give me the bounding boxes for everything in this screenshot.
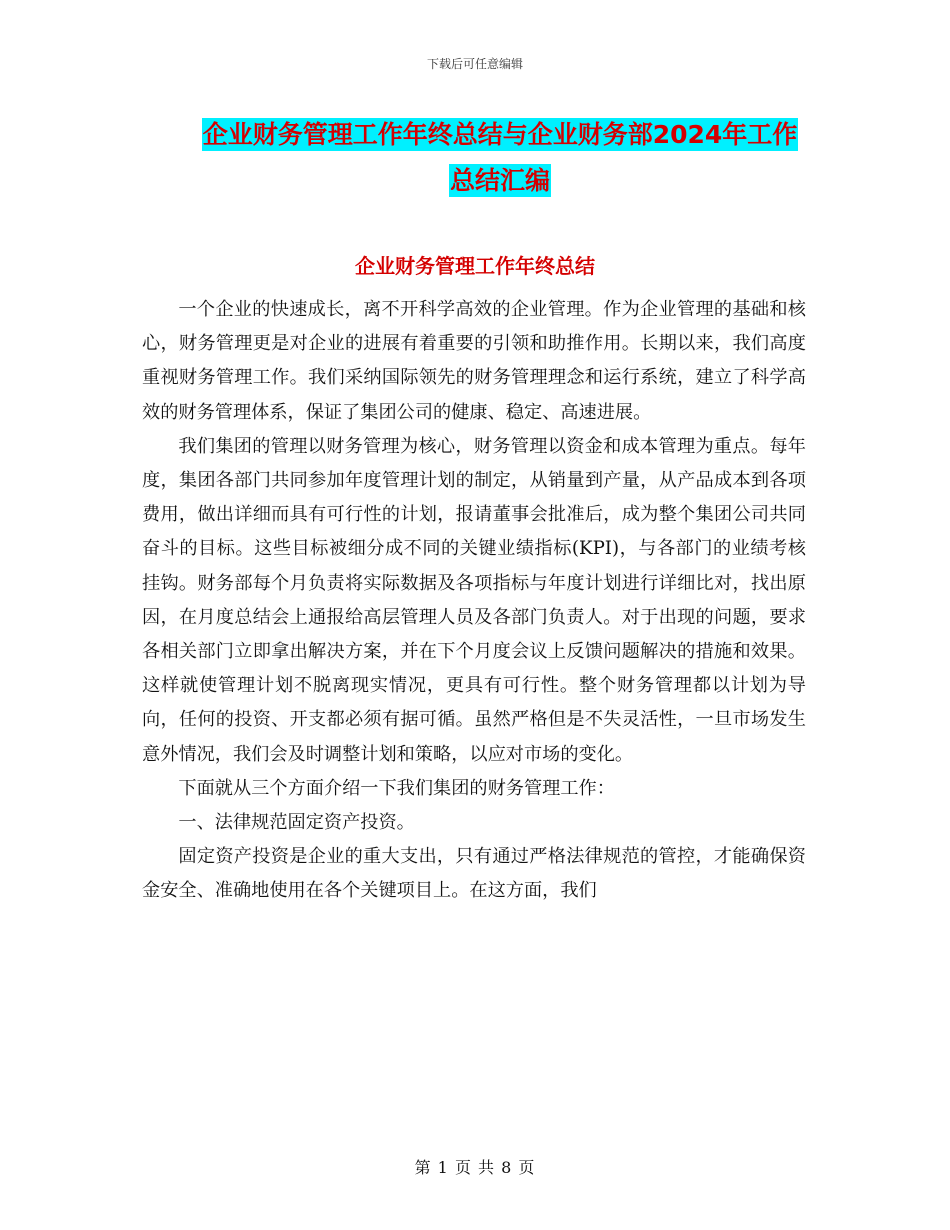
title-line-2: 总结汇编 bbox=[449, 166, 550, 195]
document-body bbox=[142, 293, 806, 909]
section-title: 企业财务管理工作年终总结 bbox=[355, 254, 595, 278]
paragraph: 下面就从三个方面介绍一下我们集团的财务管理工作： bbox=[178, 777, 615, 799]
page-footer: 第 1 页 共 8 页 bbox=[414, 1158, 536, 1177]
document-title bbox=[140, 112, 860, 204]
paragraph: 一个企业的快速成长，离不开科学高效的企业管理。作为企业管理的基础和核心，财务管理更是对企业的进展有着重要的引领和助推作用。长期以来，我们高度重视财务管理工作。我们采纳国际领先的财务管理理念和运行系统，建立了科学高效的财务管理体系，保证了集团公司的健康、稳定、高速进展。 bbox=[142, 299, 806, 423]
paragraph: 一、法律规范固定资产投资。 bbox=[178, 812, 415, 834]
paragraph: 我们集团的管理以财务管理为核心，财务管理以资金和成本管理为重点。每年度，集团各部门共同参加年度管理计划的制定，从销量到产量，从产品成本到各项费用，做出详细而具有可行性的计划，报请董事会批准后，成为整个集团公司共同奋斗的目标。这些目标被细分成不同的关键业绩指标(KPI)，与各部门的业绩考核挂钩。财务部每个月负责将实际数据及各项指标与年度计划进行详细比对，找出原因，在月度总结会上通报给高层管理人员及各部门负责人。对于出现的问题，要求各相关部门立即拿出解决方案，并在下个月度会议上反馈问题解决的措施和效果。这样就使管理计划不脱离现实情况，更具有可行性。整个财务管理都以计划为导向，任何的投资、开支都必须有据可循。虽然严格但是不失灵活性，一旦市场发生意外情况，我们会及时调整计划和策略，以应对市场的变化。 bbox=[142, 435, 806, 765]
title-line-1: 企业财务管理工作年终总结与企业财务部2024年工作 bbox=[202, 120, 798, 149]
paragraph: 固定资产投资是企业的重大支出，只有通过严格法律规范的管控，才能确保资金安全、准确地使用在各个关键项目上。在这方面，我们 bbox=[142, 846, 806, 902]
page-header: 下载后可任意编辑 bbox=[426, 57, 523, 71]
